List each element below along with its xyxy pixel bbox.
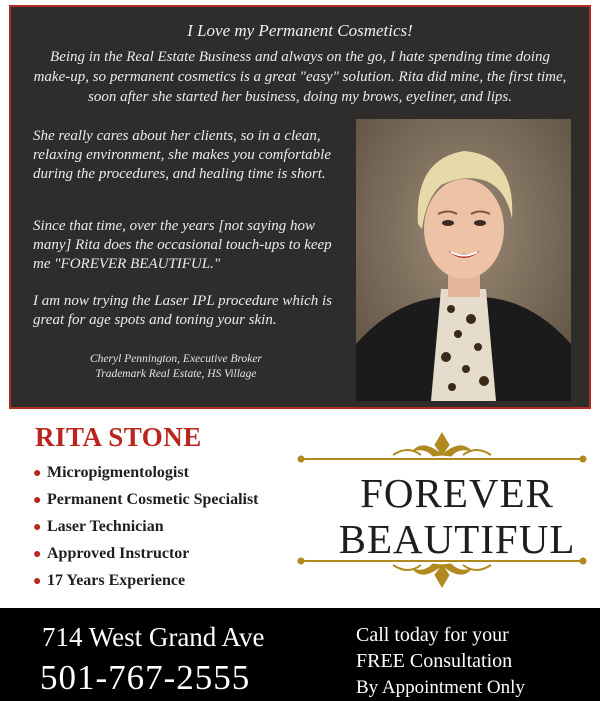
provider-name: RITA STONE — [35, 422, 202, 452]
service-item — [33, 486, 259, 513]
testimonial-paragraph-3: I am now trying the Laser IPL procedure which is great for age spots and toning your skin. — [33, 293, 333, 328]
testimonial-paragraph-1: She really cares about her clients, so in a clean, relaxing environment, she makes you comfortable during the procedures, and healing time is short. — [33, 128, 331, 182]
service-label: Micropigmentologist — [47, 464, 189, 481]
signature-company: Trademark Real Estate, HS Village — [95, 368, 257, 380]
service-label: Approved Instructor — [47, 545, 190, 562]
testimonial-intro: Being in the Real Estate Business and always on the go, I hate spending time doing make-up, so permanent cosmetics is a great "easy" solution. Rita did mine, the first time, soon after she started her business, doing my brows, eyeliner, and lips. — [33, 49, 567, 105]
testimonial-heading: I Love my Permanent Cosmetics! — [187, 21, 413, 40]
cta-line-2: FREE Consultation — [356, 650, 513, 672]
service-item — [33, 540, 259, 567]
business-address: 714 West Grand Ave — [42, 622, 265, 652]
logo-text-line-1: FOREVER — [360, 470, 554, 516]
testimonial-portrait-photo — [356, 119, 571, 401]
bullet-icon: ● — [33, 547, 42, 562]
service-item — [33, 459, 259, 486]
forever-beautiful-logo — [293, 425, 591, 593]
cta-line-1: Call today for your — [356, 624, 509, 646]
service-item — [33, 513, 259, 540]
cta-line-3: By Appointment Only — [356, 677, 525, 698]
service-item — [33, 567, 259, 594]
logo-text-line-2: BEAUTIFUL — [338, 516, 576, 562]
testimonial-panel — [9, 5, 591, 409]
signature-name: Cheryl Pennington, Executive Broker — [89, 353, 262, 365]
bullet-icon: ● — [33, 466, 42, 481]
bullet-icon: ● — [33, 574, 42, 589]
bullet-icon: ● — [33, 493, 42, 508]
service-label: Permanent Cosmetic Specialist — [47, 491, 259, 508]
phone-number: 501-767-2555 — [40, 658, 251, 697]
testimonial-paragraph-2: Since that time, over the years [not saying how many] Rita does the occasional touch-ups to keep me "FOREVER BEAUTIFUL." — [33, 218, 332, 272]
service-label: 17 Years Experience — [47, 572, 186, 589]
services-list — [33, 459, 259, 594]
testimonial-signature — [41, 352, 311, 382]
service-label: Laser Technician — [47, 518, 164, 535]
bullet-icon: ● — [33, 520, 42, 535]
footer-bar — [0, 608, 600, 701]
